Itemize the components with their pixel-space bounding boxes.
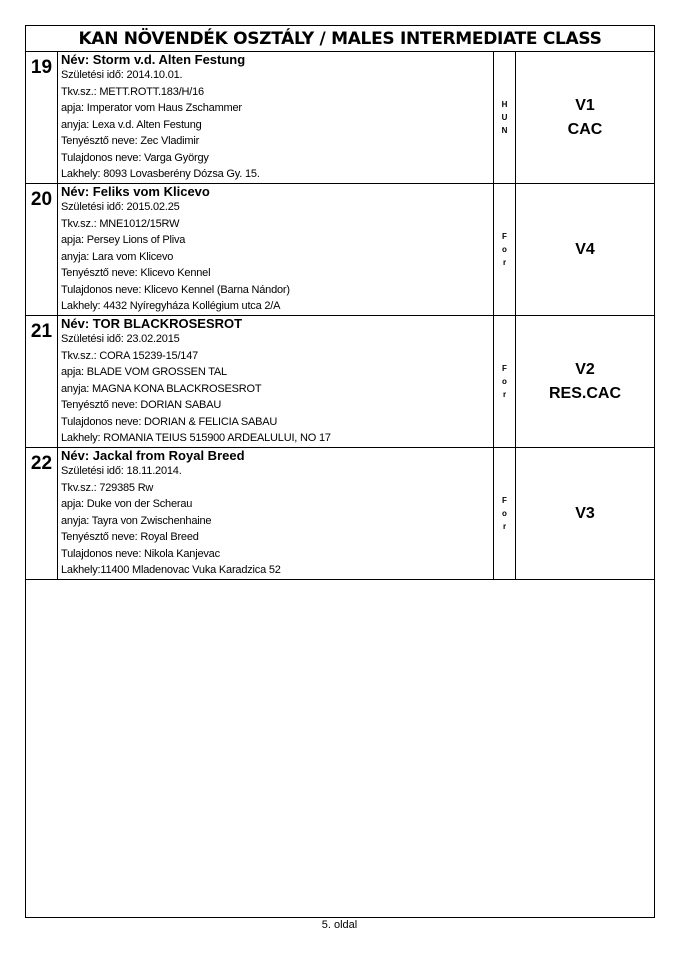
detail-line: apja: Duke von der Scherau — [61, 498, 193, 510]
page-number: 5. oldal — [321, 919, 358, 931]
detail-line: Tulajdonos neve: Nikola Kanjevac — [61, 547, 220, 560]
dog-details — [58, 184, 494, 315]
detail-line: Tenyésztő neve: Klicevo Kennel — [61, 267, 211, 279]
dog-name: Név: TOR BLACKROSESROT — [61, 316, 243, 331]
country-letter: F — [502, 496, 507, 505]
detail-line: Tenyésztő neve: Zec Vladimir — [61, 135, 200, 147]
detail-line: Születési idő: 2014.10.01. — [61, 69, 183, 81]
catalog-number: 19 — [26, 52, 58, 183]
show-result — [516, 448, 654, 579]
dog-name: Név: Jackal from Royal Breed — [61, 448, 245, 463]
show-result — [516, 52, 654, 183]
dog-details — [58, 316, 494, 447]
country-letter: o — [502, 509, 507, 518]
detail-line: Születési idő: 23.02.2015 — [61, 333, 180, 345]
detail-line: Tenyésztő neve: DORIAN SABAU — [61, 399, 222, 411]
country-code — [494, 184, 516, 315]
catalog-number: 21 — [26, 316, 58, 447]
detail-line: apja: Imperator vom Haus Zschammer — [61, 102, 242, 114]
country-code — [494, 316, 516, 447]
result-grade: V3 — [575, 504, 595, 522]
dog-entry — [26, 316, 654, 448]
detail-line: Lakhely: ROMANIA TEIUS 515900 ARDEALULUI, NO 17 — [61, 432, 331, 444]
country-letter: o — [502, 377, 507, 386]
detail-line: Tkv.sz.: 729385 Rw — [61, 481, 154, 494]
result-grade: CAC — [567, 120, 603, 138]
detail-line: Tulajdonos neve: Varga György — [61, 151, 209, 164]
detail-line: anyja: Lexa v.d. Alten Festung — [61, 118, 202, 131]
detail-line: Tulajdonos neve: DORIAN & FELICIA SABAU — [61, 415, 278, 428]
country-letter: U — [501, 113, 508, 122]
result-grade: V4 — [575, 240, 595, 258]
detail-line: Születési idő: 18.11.2014. — [61, 465, 182, 477]
dog-entry — [26, 448, 654, 580]
dog-name: Név: Storm v.d. Alten Festung — [61, 52, 246, 67]
country-letter: o — [502, 245, 507, 254]
result-grade: RES.CAC — [548, 384, 621, 402]
class-table — [25, 25, 655, 918]
country-letter: H — [501, 100, 508, 109]
country-letter: r — [502, 390, 507, 399]
detail-line: Tulajdonos neve: Klicevo Kennel (Barna Nándor) — [61, 283, 290, 296]
country-letter: N — [501, 126, 508, 135]
dog-name: Név: Feliks vom Klicevo — [61, 184, 210, 199]
catalog-number: 20 — [26, 184, 58, 315]
dog-details — [58, 52, 494, 183]
detail-line: Tkv.sz.: CORA 15239-15/147 — [61, 349, 199, 362]
country-letter: F — [502, 232, 507, 241]
detail-line: anyja: Tayra von Zwischenhaine — [61, 514, 212, 527]
country-code — [494, 52, 516, 183]
dog-details — [58, 448, 494, 579]
detail-line: Tkv.sz.: METT.ROTT.183/H/16 — [61, 85, 204, 98]
result-grade: V2 — [575, 360, 595, 378]
result-grade: V1 — [575, 96, 595, 114]
detail-line: apja: BLADE VOM GROSSEN TAL — [61, 366, 227, 378]
detail-line: anyja: Lara vom Klicevo — [61, 250, 174, 263]
dog-entry — [26, 184, 654, 316]
class-title: KAN NÖVENDÉK OSZTÁLY / MALES INTERMEDIATE CLASS — [26, 26, 654, 52]
detail-line: Tenyésztő neve: Royal Breed — [61, 531, 199, 543]
detail-line: Lakhely:11400 Mladenovac Vuka Karadzica 52 — [61, 564, 281, 576]
detail-line: Tkv.sz.: MNE1012/15RW — [61, 217, 180, 230]
show-result — [516, 316, 654, 447]
show-result — [516, 184, 654, 315]
country-letter: r — [502, 258, 507, 267]
detail-line: Lakhely: 4432 Nyíregyháza Kollégium utca 2/A — [61, 300, 281, 312]
detail-line: apja: Persey Lions of Pliva — [61, 234, 186, 246]
country-letter: F — [502, 364, 507, 373]
detail-line: Lakhely: 8093 Lovasberény Dózsa Gy. 15. — [61, 168, 260, 180]
catalog-number: 22 — [26, 448, 58, 579]
country-letter: r — [502, 522, 507, 531]
dog-entry — [26, 52, 654, 184]
detail-line: anyja: MAGNA KONA BLACKROSESROT — [61, 382, 262, 395]
detail-line: Születési idő: 2015.02.25 — [61, 201, 180, 213]
country-code — [494, 448, 516, 579]
entries-list — [26, 52, 654, 580]
